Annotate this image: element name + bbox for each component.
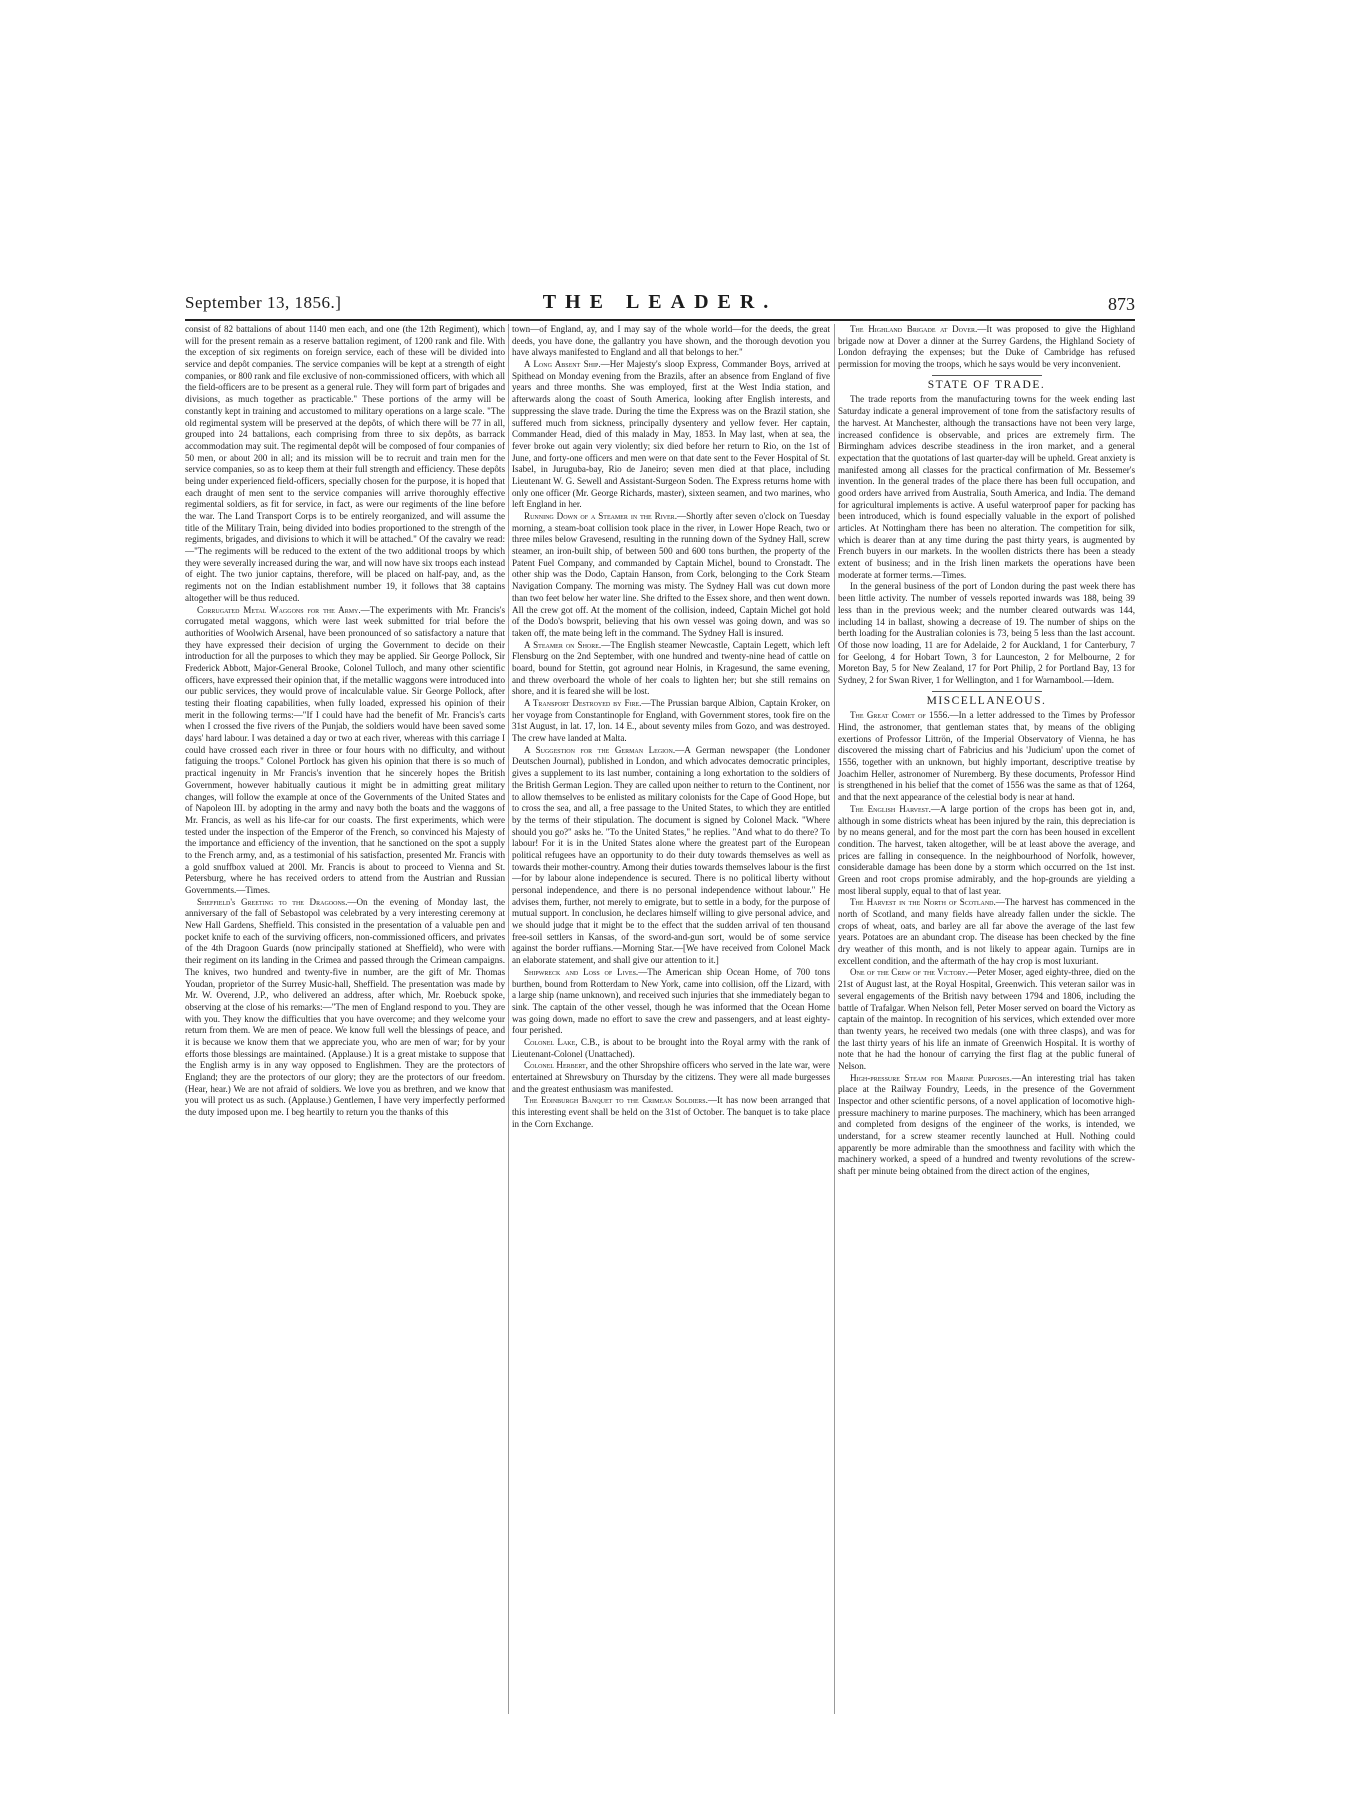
article-text: —It was proposed to give the Highland brigade now at Dover a dinner at the Surrey Gardens, the Highland Society of London defraying the expenses; but the Duke of Cambridge has refused permission for moving the troops, which he says would be very inconvenient. <box>838 324 1135 370</box>
article-heading: The Harvest in the North of Scotland. <box>850 897 996 908</box>
article-text: —The Prussian barque Albion, Captain Kroker, on her voyage from Constantinople for England, with Government stores, took fire on the 31st August, in lat. 17, lon. 14 E., about seventy miles from Gozo, and was destroyed. The crew have landed at Malta. <box>512 698 830 744</box>
article-paragraph <box>838 897 1135 967</box>
article-paragraph <box>512 640 830 698</box>
article-text: —The English steamer Newcastle, Captain Legett, which left Flensburg on the 2nd September, with one hundred and twenty-nine head of cattle on board, bound for Stettin, got aground near Holnis, in Kragesund, the same evening, and threw overboard the whole of her coals to lighten her; but she still remains on shore, and it is feared she will be lost. <box>512 639 830 697</box>
section-rule <box>932 375 1042 376</box>
section-rule <box>932 691 1042 692</box>
article-text: town—of England, ay, and I may say of the whole world—for the deeds, the great deeds, you have done, the gallantry you have shown, and the thorough devotion you have always manifested to England and all that belongs to her." <box>512 324 830 358</box>
article-paragraph <box>838 967 1135 1072</box>
section-heading: MISCELLANEOUS. <box>926 694 1047 707</box>
header-rule <box>185 319 1135 321</box>
article-heading: Shipwreck and Loss of Lives. <box>524 966 639 977</box>
article-heading: The Highland Brigade at Dover. <box>850 324 978 334</box>
article-heading: A Suggestion for the German Legion. <box>524 744 676 755</box>
column-divider <box>834 324 835 1714</box>
article-text: —The American ship Ocean Home, of 700 tons burthen, bound from Rotterdam to New York, came into collision, off the Lizard, with a large ship (name unknown), and received such injuries that she immediately began to sink. The captain of the other vessel, though he was informed that the Ocean Home was going down, made no effort to save the crew and passengers, and at least eighty-four perished. <box>512 966 830 1036</box>
article-paragraph <box>838 581 1135 686</box>
article-heading: Colonel Lake, C.B., <box>524 1036 600 1047</box>
article-text: —On the evening of Monday last, the anniversary of the fall of Sebastopol was celebrated by a very interesting ceremony at New Hall Gardens, Sheffield. This consisted in the presentation of a valuable pen and pocket knife to each of the surviving officers, non-commissioned officers, and privates of the 4th Dragoon Guards (now principally stationed at Sheffield), who were with their regiment on its landing in the Crimea and passed through the Crimean campaigns. The knives, two hundred and twenty-five in number, are the gift of Mr. Thomas Youdan, proprietor of the Surrey Music-hall, Sheffield. The presentation was made by Mr. W. Overend, J.P., who delivered an address, after which, Mr. Roebuck spoke, observing at the close of his remarks:—"The men of England respond to you. They are with you. They know the difficulties that you have overcome; and they welcome your return from them. We are men of peace. We know full well the blessings of peace, and it is because we know them that we appreciate you, who are men of war; for by your efforts those blessings are maintained. (Applause.) It is a great mistake to suppose that the English army is in any way opposed to Englishmen. They are the protectors of England; they are the protectors of our glory; they are the protectors of our freedom. (Hear, hear.) We are not afraid of soldiers. We love you as brethren, and we know that you will protect us as such. (Applause.) Gentlemen, I have very imperfectly performed the duty imposed upon me. I beg heartily to return you the thanks of this <box>185 896 505 1118</box>
article-text: —A German newspaper (the Londoner Deutschen Journal), published in London, and which advocates democratic principles, gives a supplement to its last number, containing a long exhortation to the soldiers of the British German Legion. They are called upon neither to return to the Continent, nor to allow themselves to be enlisted as military colonists for the Cape of Good Hope, but to cross the sea, and all, a free passage to the United States, to which they are entitled by the terms of their stipulation. The document is signed by Colonel Mack. "Where should you go?" asks he. "To the United States," he replies. "And what to do there? To labour! For it is in the United States alone where the greatest part of the European political refugees have an opportunity to do their duty towards themselves as well as towards their mother-country. Among their duties towards themselves labour is the first—for by labour alone independence is secured. There is no political liberty without personal independence, and there is no personal independence without labour." He advises them, further, not merely to emigrate, but to settle in a body, for the purpose of mutual support. In conclusion, he declares himself willing to give personal advice, and we should judge that it might be to the effect that the sudden arrival of ten thousand free-soil settlers in Kansas, of the sword-and-gun sort, would be of some service against the border ruffians.—Morning Star.—[We have received from Colonel Mack an elaborate statement, and shall give our attention to it.] <box>512 744 830 966</box>
article-paragraph <box>838 710 1135 804</box>
article-paragraph <box>838 1073 1135 1178</box>
article-paragraph <box>512 967 830 1037</box>
article-heading: One of the Crew of the Victory. <box>850 967 969 978</box>
article-paragraph <box>512 511 830 640</box>
article-text: consist of 82 battalions of about 1140 men each, and one (the 12th Regiment), which will for the present remain as a reserve battalion regiment, of 1200 rank and file. With the exception of six regiments on foreign service, each of these will be divided into service and depôt companies. The service companies will be kept at a strength of eight companies, or 800 rank and file exclusive of non-commissioned officers, with which all the field-officers are to be present as a general rule. They will form part of brigades and divisions, as much together as practicable." These portions of the army will be constantly kept in training and accustomed to military operations on a large scale. "The old regimental system will be preserved at the depôts, of which there will be 77 in all, grouped into 24 battalions, each comprising from three to six depôts, as barrack accommodation may suit. The regimental depôt will be composed of four companies of 50 men, or about 200 in all; and its mission will be to recruit and train men for the service companies, so as to keep them at their full strength and efficiency. These depôts being under experienced field-officers, specially chosen for the purpose, it is hoped that each draught of men sent to the service companies will arrive thoroughly effective regimental soldiers, as fit for service, in fact, as were our regiments of the line before the war. The Land Transport Corps is to be entirely reorganized, and will assume the title of the Military Train, being divided into bodies proportioned to the strength of the regiments, brigades, and divisions to which it will be attached." Of the cavalry we read:—"The regiments will be reduced to the extent of the two additional troops by which they were severally increased during the war, and will now have six troops each instead of eight. The two junior captains, therefore, will be placed on half-pay, and, as the regiments not on the Indian establishment number 19, it follows that 38 captains altogether will be thus reduced. <box>185 324 505 603</box>
column-divider <box>508 324 509 1714</box>
article-text: —The harvest has commenced in the north of Scotland, and many fields have already fallen under the sickle. The crops of wheat, oats, and barley are all far above the average of the last few years. Potatoes are an abundant crop. The disease has been checked by the fine dry weather of this month, and is not likely to appear again. Turnips are in excellent condition, and the aftermath of the hay crop is most luxuriant. <box>838 897 1135 966</box>
article-text: —It has now been arranged that this interesting event shall be held on the 31st of October. The banquet is to take place in the Corn Exchange. <box>512 1095 830 1129</box>
article-paragraph <box>512 1037 830 1060</box>
masthead <box>185 291 1135 317</box>
article-heading: Corrugated Metal Waggons for the Army. <box>197 604 361 615</box>
article-paragraph <box>512 359 830 511</box>
article-paragraph <box>512 1095 830 1130</box>
article-paragraph <box>512 324 830 359</box>
article-text: —Peter Moser, aged eighty-three, died on the 21st of August last, at the Royal Hospital, Greenwich. This veteran sailor was in several engagements of the British navy between 1794 and 1806, including the battle of Trafalgar. When Nelson fell, Peter Moser served on board the Victory as captain of the maintop. In recognition of his services, which extended over more than twenty years, he received two medals (one with three clasps), and was for the last thirty years of his life an inmate of Greenwich Hospital. It is worthy of note that he had the honour of carrying the first flag at the public funeral of Nelson. <box>838 967 1135 1071</box>
article-paragraph <box>512 745 830 967</box>
article-paragraph <box>512 1060 830 1095</box>
article-heading: The English Harvest. <box>850 803 931 814</box>
article-text: and the other Shropshire officers who served in the late war, were entertained at Shrewsbury on Thursday by the citizens. They were all made burgesses and the greatest enthusiasm was manifested. <box>512 1060 830 1094</box>
newspaper-title: THE LEADER. <box>542 291 778 313</box>
article-text: —In a letter addressed to the Times by Professor Hind, the astronomer, that gentleman states that, by means of the obliging exertions of Professor Littrön, of the Imperial Observatory of Vienna, he has discovered the missing chart of Fabricius and his 'Judicium' upon the comet of 1556, together with an unknown, but highly important, descriptive treatise by Joachim Heller, astronomer of Nuremberg. By these documents, Professor Hind is strengthened in his belief that the comet of 1556 was the same as that of 1264, and that the next appearance of the celestial body is near at hand. <box>838 710 1135 803</box>
column-2 <box>512 324 830 1714</box>
article-paragraph <box>838 394 1135 581</box>
article-text: —A large portion of the crops has been got in, and, although in some districts wheat has been injured by the rain, this depreciation is by no means general, and for the most part the corn has been housed in excellent condition. The harvest, taken altogether, will be at least above the average, and prices are falling in consequence. In the neighbourhood of Norfolk, however, considerable damage has been done by a storm which occurred on the 1st inst. Green and root crops promise admirably, and the hop-grounds are yielding a most liberal supply, equal to that of last year. <box>838 803 1135 896</box>
article-heading: Sheffield's Greeting to the Dragoons. <box>197 896 348 907</box>
article-text: —Her Majesty's sloop Express, Commander Boys, arrived at Spithead on Monday evening from the Brazils, after an absence from England of five years and three months. She was employed, first at the West India station, and afterwards along the coast of South America, looking after English interests, and suppressing the slave trade. During the time the Express was on the Brazil station, she suffered much from sickness, principally dysentery and yellow fever. Her captain, Commander Head, died of this malady in May, 1853. In May last, when at sea, the fever broke out again very violently; six died before her return to Rio, on the 1st of June, and forty-one officers and men were on that date sent to the Fever Hospital of St. Isabel, in Juruguba-bay, Rio de Janeiro; seven men died at that place, including Lieutenant W. G. Sewell and Assistant-Surgeon Soden. The Express returns home with only one officer (Mr. George Richards, master), sixteen seamen, and two marines, who left England in her. <box>512 359 830 510</box>
article-paragraph <box>512 698 830 745</box>
page-number: 873 <box>1108 294 1135 314</box>
column-3 <box>838 324 1135 1714</box>
column-1 <box>185 324 505 1714</box>
article-paragraph <box>838 804 1135 898</box>
article-heading: A Steamer on Shore. <box>524 639 602 650</box>
article-heading: The Edinburgh Banquet to the Crimean Soldiers. <box>524 1095 708 1106</box>
article-text: The trade reports from the manufacturing towns for the week ending last Saturday indicate a general improvement of tone from the satisfactory results of the harvest. At Manchester, although the transactions have not been very large, increased confidence is observable, and prices are extremely firm. The Birmingham advices describe steadiness in the iron market, and a general expectation that the quotations of last quarter-day will be upheld. Great anxiety is manifested among all classes for the practical confirmation of Mr. Bessemer's invention. In the general trades of the place there has been full occupation, and good orders have arrived from Australia, South America, and India. The demand for agricultural implements is active. A useful waterproof paper for packing has been introduced, which is found especially valuable in the export of polished articles. At Nottingham there has been no alteration. The competition for silk, which is dearer than at any time during the past thirty years, is augmented by French buyers in our markets. In the woollen districts there has been a steady extent of business; and in the Irish linen markets the operations have been moderate at former terms.—Times. <box>838 394 1135 580</box>
article-heading: High-pressure Steam for Marine Purposes. <box>850 1072 1012 1083</box>
article-paragraph <box>185 324 505 605</box>
article-text: —Shortly after seven o'clock on Tuesday morning, a steam-boat collision took place in the river, in Lower Hope Reach, two or three miles below Gravesend, resulting in the running down of the Sydney Hall, screw steamer, an iron-built ship, of between 500 and 600 tons burthen, the property of the Patent Fuel Company, and commanded by Captain Michel, bound to Cronstadt. The other ship was the Dodo, Captain Hanson, from Cork, belonging to the Cork Steam Navigation Company. The morning was misty. The Sydney Hall was cut down more than two feet below her water line. She drifted to the Essex shore, and then went down. All the crew got off. At the moment of the collision, indeed, Captain Michel got hold of the Dodo's bowsprit, believing that his own vessel was going down, and was so taken off, the mate being left in the command. The Sydney Hall is insured. <box>512 511 830 638</box>
article-heading: Running Down of a Steamer in the River. <box>524 511 677 521</box>
article-text: —The experiments with Mr. Francis's corrugated metal waggons, which were last week submitted for trial before the authorities of Woolwich Arsenal, have been pronounced of so satisfactory a nature that they have expressed their decision of urging the Government to decide on their introduction for all the purposes to which they may be applied. Sir George Pollock, Sir Frederick Abbott, Major-General Brooke, Colonel Tulloch, and many other scientific officers, have expressed their opinion that, if the metallic waggons were introduced into our public services, they would prove of incalculable value. Sir George Pollock, after testing their floating capabilities, when fully loaded, expressed his opinion of their merit in the following terms:—"If I could have had the benefit of Mr. Francis's carts when I crossed the five rivers of the Punjab, the soldiers would have been saved some days' hard labour. I was detained a day or two at each river, whereas with this carriage I could have crossed each river in three or four hours with no difficulty, and without fatiguing the troops." Colonel Portlock has given his opinion that there is so much of practical ingenuity in Mr Francis's invention that he sincerely hopes the British Government, however habitually cautious it might be in admitting great military changes, will follow the example at once of the Governments of the United States and of Napoleon III. by adopting in the army and navy both the boats and the waggons of Mr. Francis, as well as his life-car for our coasts. The first experiments, which were tested under the inspection of the Emperor of the French, so convinced his Majesty of the importance and efficiency of the invention, that he sanctioned on the spot a supply to the French army, and, as a testimonial of his satisfaction, presented Mr. Francis with a gold snuffbox valued at 200l. Mr. Francis is about to proceed to Vienna and St. Petersburg, where he has received orders to attend from the Austrian and Russian Governments.—Times. <box>185 604 505 895</box>
article-text: —An interesting trial has taken place at the Railway Foundry, Leeds, in the presence of the Government Inspector and other scientific persons, of a novel application of locomotive high-pressure machinery to marine purposes. The machinery, which has been arranged and completed from designs of the engineer of the works, is intended, we understand, for a screw steamer recently launched at Hull. Nothing could apparently be more admirable than the smoothness and facility with which the machinery worked, a speed of a hundred and twenty revolutions of the screw-shaft per minute being obtained from the direct action of the engines, <box>838 1072 1135 1177</box>
section-heading: STATE OF TRADE. <box>927 378 1046 391</box>
article-heading: A Transport Destroyed by Fire. <box>524 698 642 708</box>
article-paragraph <box>185 605 505 897</box>
article-heading: Colonel Herbert, <box>524 1060 588 1071</box>
issue-date: September 13, 1856.] <box>185 293 342 312</box>
article-paragraph <box>185 897 505 1119</box>
article-heading: The Great Comet of 1556. <box>850 710 950 721</box>
article-paragraph <box>838 324 1135 371</box>
article-heading: A Long Absent Ship. <box>524 359 601 370</box>
article-text: In the general business of the port of London during the past week there has been little activity. The number of vessels reported inwards was 188, being 39 less than in the previous week; and the number cleared outwards was 144, including 14 in ballast, showing a decrease of 19. The number of ships on the berth loading for the Australian colonies is 73, being 5 less than the last account. Of those now loading, 11 are for Adelaide, 2 for Auckland, 1 for Canterbury, 7 for Geelong, 4 for Hobart Town, 3 for Launceston, 2 for Melbourne, 2 for Moreton Bay, 5 for New Zealand, 17 for Port Philip, 2 for Portland Bay, 13 for Sydney, 2 for Swan River, 1 for Wellington, and 1 for Warnambool.—Idem. <box>838 581 1135 685</box>
article-text: is about to be brought into the Royal army with the rank of Lieutenant-Colonel (Unattached). <box>512 1036 830 1059</box>
